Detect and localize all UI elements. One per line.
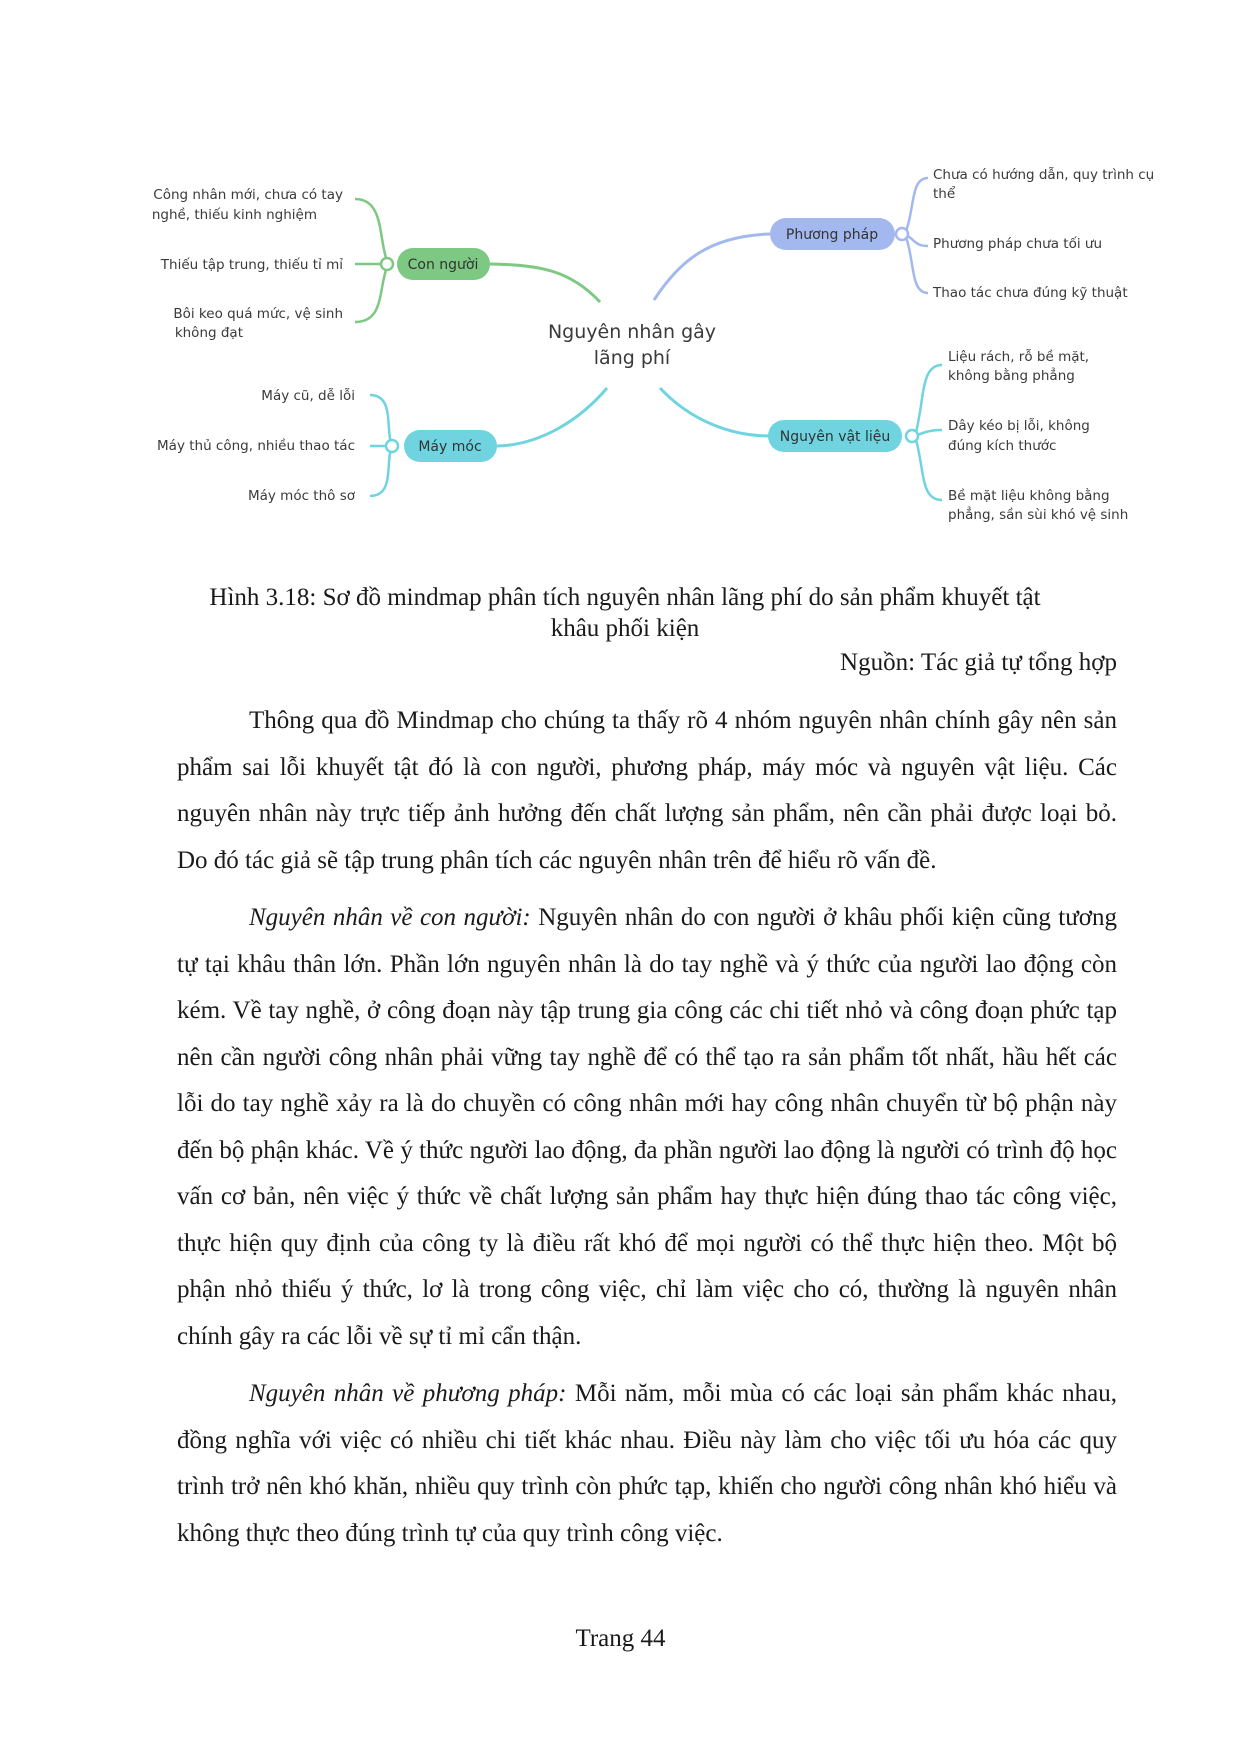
material-leaf-2-line2: đúng kích thước	[948, 438, 1057, 454]
method-leaf-3-line1: Thao tác chưa đúng kỹ thuật	[933, 285, 1128, 301]
people-connector	[490, 264, 600, 302]
people-leaf-1-line1: Công nhân mới, chưa có tay	[153, 187, 343, 203]
people-leaf-3-line1: Bôi keo quá mức, vệ sinh	[173, 306, 343, 322]
machine-leaf-connector-1	[370, 395, 392, 446]
figure-caption-line2: khâu phối kiện	[550, 615, 700, 642]
method-leaf-2-line1: Phương pháp chưa tối ưu	[933, 236, 1102, 252]
page-number: Trang 44	[575, 1625, 666, 1652]
machine-leaf-1-line1: Máy cũ, dễ lỗi	[261, 388, 355, 404]
machine-leaf-3-line1: Máy móc thô sơ	[247, 488, 355, 504]
machine-junction-dot	[386, 440, 398, 452]
people-leaf-connector-3	[355, 264, 388, 322]
material-junction-dot	[906, 430, 918, 442]
people-leaf-3-line2: không đạt	[174, 325, 243, 341]
method-connector	[654, 234, 770, 300]
method-junction-dot	[896, 228, 908, 240]
material-leaf-1-line2: không bằng phẳng	[948, 368, 1075, 384]
paragraph-method-heading: Nguyên nhân về phương pháp:	[249, 1380, 567, 1407]
material-leaf-3-line1: Bề mặt liệu không bằng	[948, 488, 1110, 504]
material-node-label: Nguyên vật liệu	[779, 429, 891, 445]
people-junction-dot	[381, 258, 393, 270]
figure-caption-line1: Hình 3.18: Sơ đồ mindmap phân tích nguyên nhân lãng phí do sản phẩm khuyết tật	[209, 584, 1041, 611]
paragraph-method	[177, 1371, 1117, 1557]
branch-method	[654, 166, 1154, 301]
material-leaf-connector-1	[915, 365, 942, 436]
machine-leaf-2-line1: Máy thủ công, nhiều thao tác	[157, 438, 355, 454]
machine-connector	[497, 388, 607, 446]
branch-material	[660, 348, 1128, 523]
paragraph-method-text: Mỗi năm, mỗi mùa có các loại sản phẩm khác nhau, đồng nghĩa với việc có nhiều chi tiết khác nhau. Điều này làm cho việc tối ưu hóa các quy trình trở nên khó khăn, nhiều quy trình còn phức tạp, khiến cho người công nhân khó hiểu và không thực theo đúng trình tự của quy trình công việc.	[177, 1380, 1117, 1547]
material-leaf-connector-3	[915, 436, 942, 500]
paragraph-people	[177, 895, 1117, 1360]
paragraph-people-text: Nguyên nhân do con người ở khâu phối kiện cũng tương tự tại khâu thân lớn. Phần lớn nguyên nhân là do tay nghề và ý thức của người lao động còn kém. Về tay nghề, ở công đoạn này tập trung gia công các chi tiết nhỏ và công đoạn phức tạp nên cần người công nhân phải vững tay nghề để có thể tạo ra sản phẩm tốt nhất, hầu hết các lỗi do tay nghề xảy ra là do chuyền có công nhân mới hay công nhân chuyển từ bộ phận này đến bộ phận khác. Về ý thức người lao động, đa phần người lao động là người có trình độ học vấn cơ bản, nên việc ý thức về chất lượng sản phẩm hay thực hiện đúng thao tác công việc, thực hiện quy định của công ty là điều rất khó để mọi người có thể thực hiện theo. Một bộ phận nhỏ thiếu ý thức, lơ là trong công việc, chỉ làm việc cho có, thường là nguyên nhân chính gây ra các lỗi về sự tỉ mỉ cẩn thận.	[177, 904, 1117, 1350]
people-leaf-1-line2: nghề, thiếu kinh nghiệm	[151, 207, 317, 223]
people-leaf-2-line1: Thiếu tập trung, thiếu tỉ mỉ	[160, 257, 343, 273]
machine-node-label: Máy móc	[418, 439, 482, 455]
method-node-label: Phương pháp	[785, 227, 879, 243]
paragraph-people-heading: Nguyên nhân về con người:	[249, 904, 531, 931]
branch-people	[152, 187, 600, 341]
people-leaf-connector-1	[355, 199, 388, 264]
branch-machine	[157, 387, 607, 504]
paragraph-intro	[177, 698, 1117, 884]
paragraph-intro-text: Thông qua đồ Mindmap cho chúng ta thấy rõ 4 nhóm nguyên nhân chính gây nên sản phẩm sai lỗi khuyết tật đó là con người, phương pháp, máy móc và nguyên vật liệu. Các nguyên nhân này trực tiếp ảnh hưởng đến chất lượng sản phẩm, nên cần phải được loại bỏ. Do đó tác giả sẽ tập trung phân tích các nguyên nhân trên để hiểu rõ vấn đề.	[177, 707, 1117, 874]
method-leaf-1-line1: Chưa có hướng dẫn, quy trình cụ	[933, 167, 1155, 183]
method-leaf-connector-1	[905, 178, 928, 234]
material-leaf-3-line2: phẳng, sần sùi khó vệ sinh	[948, 507, 1129, 523]
material-leaf-1-line1: Liệu rách, rỗ bề mặt,	[948, 349, 1090, 365]
people-node-label: Con người	[407, 257, 479, 273]
center-node-line2: lãng phí	[593, 347, 671, 369]
center-node	[548, 321, 716, 369]
figure-source: Nguồn: Tác giả tự tổng hợp	[840, 649, 1117, 676]
machine-leaf-connector-3	[370, 446, 392, 496]
material-connector	[660, 388, 770, 436]
material-leaf-2-line1: Dây kéo bị lỗi, không	[948, 418, 1090, 434]
center-node-line1: Nguyên nhân gây	[547, 321, 717, 343]
method-leaf-1-line2: thể	[933, 186, 956, 202]
mindmap-diagram	[0, 0, 1241, 560]
